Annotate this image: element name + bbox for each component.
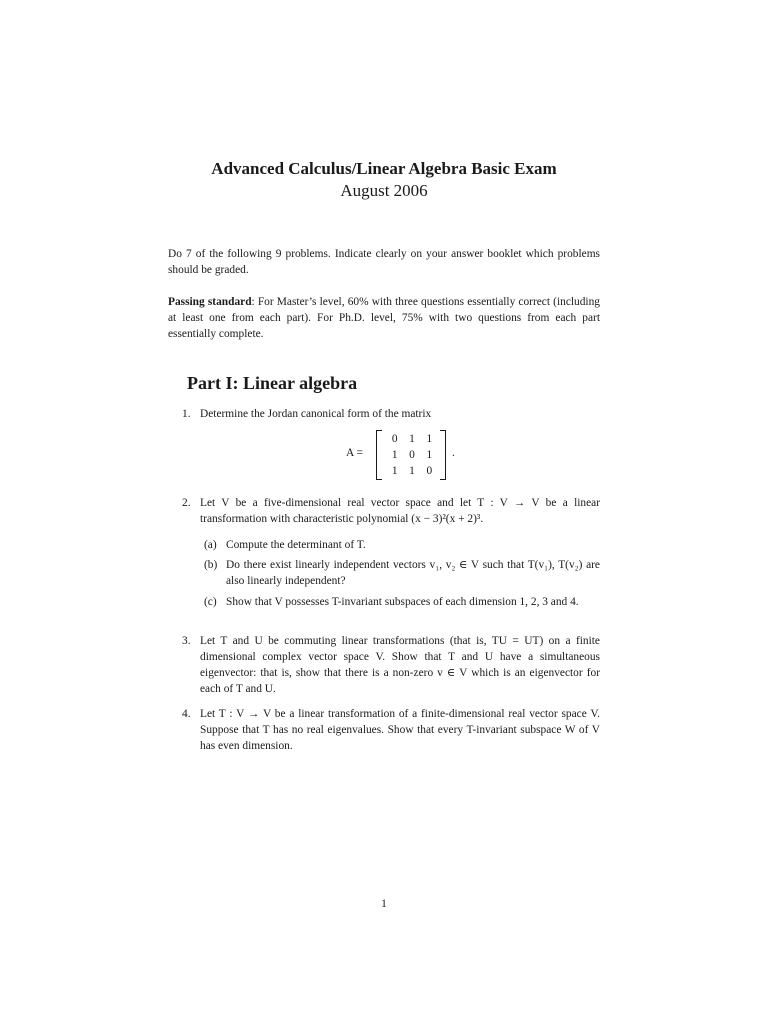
subpart-b <box>200 557 600 589</box>
subpart-c <box>200 594 600 610</box>
problem-3 <box>168 633 600 697</box>
problem-number: 2. <box>182 497 191 509</box>
subpart-label: (c) <box>204 596 217 608</box>
problem-text: Let T and U be commuting linear transformations (that is, TU = UT) on a finite dimensional complex vector space V. Show that T and U have a simultaneous eigenvector: that is, show that there is a non-zero v ∈ V which is an eigenvector for each of T and U. <box>200 635 600 695</box>
problem-4 <box>168 706 600 754</box>
problem-number: 3. <box>182 635 191 647</box>
matrix-cell: 1 <box>391 449 398 461</box>
problem-number: 4. <box>182 708 191 720</box>
matrix-cell: 1 <box>391 465 398 477</box>
matrix-lhs: A = <box>346 447 363 459</box>
problem-number: 1. <box>182 408 191 420</box>
instructions-paragraph: Do 7 of the following 9 problems. Indicate clearly on your answer booklet which problems should be graded. <box>168 248 600 276</box>
passing-standard-label: Passing standard <box>168 296 252 308</box>
subpart-label: (a) <box>204 539 217 551</box>
subpart-label: (b) <box>204 559 218 571</box>
subpart-text: Show that V possesses T-invariant subspaces of each dimension 1, 2, 3 and 4. <box>226 596 579 608</box>
problem-text: Let T : V → V be a linear transformation of a finite-dimensional real vector space V. Suppose that T has no real eigenvalues. Show that every T-invariant subspace W of V has even dimension. <box>200 708 600 752</box>
section-heading: Part I: Linear algebra <box>187 373 358 393</box>
right-bracket <box>440 430 446 480</box>
matrix-grid <box>386 431 438 479</box>
matrix-cell: 0 <box>426 465 433 477</box>
problem-1 <box>168 406 600 422</box>
matrix-cell: 1 <box>426 449 433 461</box>
matrix-row <box>386 447 438 463</box>
matrix-cell: 1 <box>426 433 433 445</box>
matrix-row <box>386 463 438 479</box>
matrix-cell: 1 <box>409 465 415 477</box>
problem-2 <box>168 495 600 527</box>
passing-standard-text: : For Master’s level, 60% with three questions essentially correct (including at least one from each part). For Ph.D. level, 75% with two questions from each part essentially complete. <box>168 296 600 340</box>
problem-text: Let V be a five-dimensional real vector space and let T : V → V be a linear transformation with characteristic polynomial (x − 3)²(x + 2)³. <box>200 497 600 525</box>
matrix-cell: 0 <box>391 433 398 445</box>
exam-date: August 2006 <box>340 181 428 200</box>
subpart-text: Compute the determinant of T. <box>226 539 366 551</box>
problem-text: Determine the Jordan canonical form of the matrix <box>200 408 432 420</box>
matrix-cell: 0 <box>409 449 415 461</box>
matrix-row <box>386 431 438 447</box>
passing-standard-paragraph <box>168 294 600 342</box>
subpart-text: Do there exist linearly independent vectors v₁, v₂ ∈ V such that T(v₁), T(v₂) are also linearly independent? <box>226 559 600 587</box>
page-number: 1 <box>381 898 387 910</box>
matrix-period: . <box>452 447 455 459</box>
subpart-a <box>200 537 600 553</box>
matrix-cell: 1 <box>409 433 415 445</box>
exam-title: Advanced Calculus/Linear Algebra Basic Exam <box>211 159 557 178</box>
left-bracket <box>376 430 382 480</box>
